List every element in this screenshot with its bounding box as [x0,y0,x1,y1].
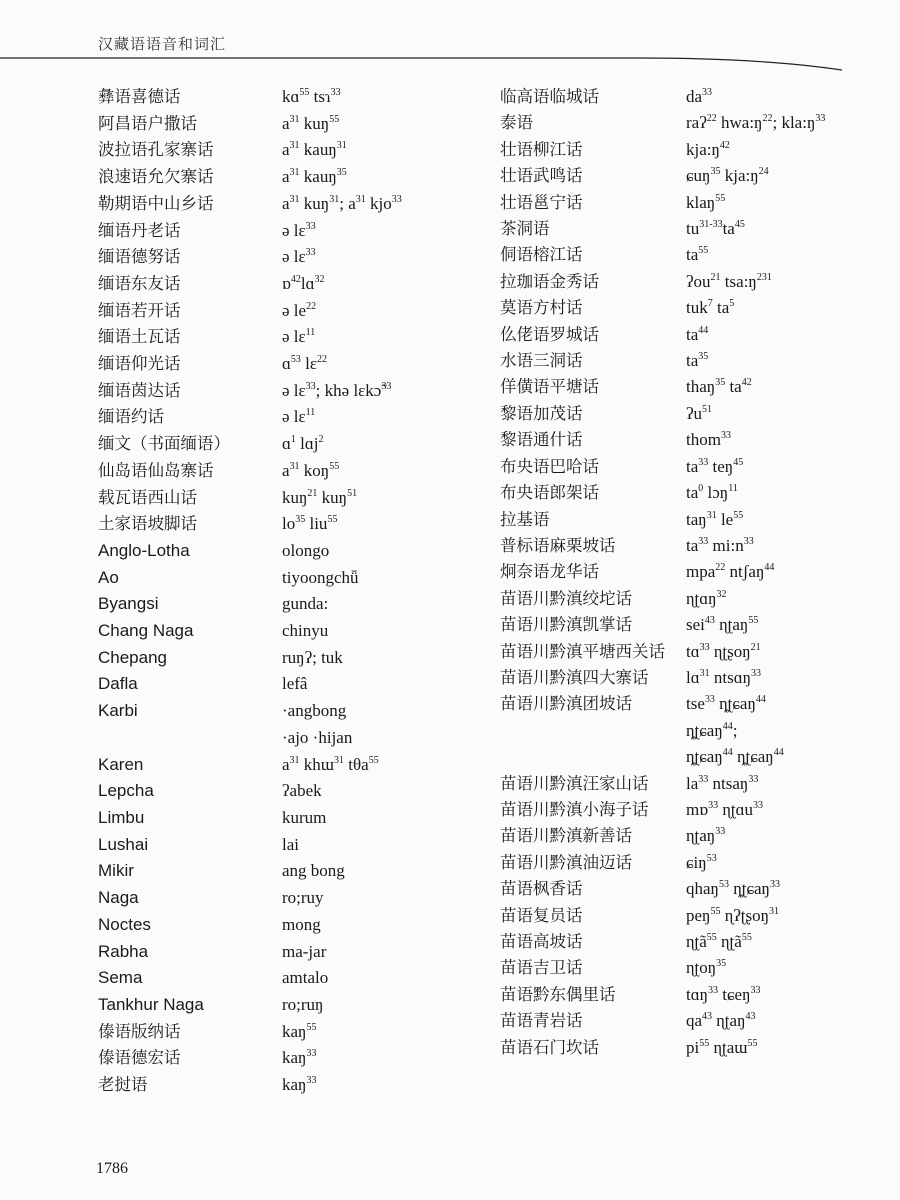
entry-row [500,797,830,823]
entry-row [500,110,830,136]
word-form: ə lɛ$^{11}$ [282,327,316,347]
header-rule [0,50,900,80]
word-form: klaŋ$^{55}$ [686,192,726,212]
language-name: 苗语川黔滇绞坨话 [500,588,632,608]
language-name: 浪速语允欠寨话 [98,167,214,187]
language-name: 莫语方村话 [500,298,583,318]
entry-row [500,322,830,348]
language-name: 茶洞语 [500,219,550,239]
language-name: 苗语川黔滇四大寨话 [500,667,649,687]
language-name: 苗语高坡话 [500,932,583,951]
entry-row [98,164,488,191]
word-form: $tu^{31-33}ta^{45}$ [686,219,745,239]
entry-row [98,137,488,164]
entry-row [98,244,488,271]
language-name: 缅语东友话 [98,273,181,293]
language-name: 壮语柳江话 [500,139,583,159]
word-form: lefâ [282,674,308,694]
language-name: Naga [98,888,139,908]
language-name: 黎语加茂话 [500,403,583,423]
word-form: ang bong [282,861,345,881]
language-name: 土家语坡脚话 [98,514,197,534]
word-form: kaŋ$^{55}$ [282,1021,317,1041]
word-form: kɑ$^{55}$ tsɿ$^{33}$ [282,87,341,106]
entry-row [98,111,488,138]
language-name: Karbi [98,701,138,721]
word-form: tuk$^7$ $ta^5$ [686,298,735,318]
word-form: tiyoongchǖ [282,567,359,587]
word-form: ʔabek [282,781,322,801]
page-number: 1786 [96,1160,128,1177]
language-name: 壮语武鸣话 [500,166,583,186]
language-name: Lepcha [98,781,154,801]
entry-row [500,1035,830,1061]
language-name: 波拉语孔家寨话 [98,140,214,160]
word-form: ruŋʔ; tuk [282,647,343,667]
entry-row [98,1072,488,1099]
entry-row [500,559,830,585]
word-form: ə lɛ$^{33}$; khə lɛkɔ̃$^{33}$ [282,380,392,400]
word-form: thaŋ$^{35}$ $ta^{42}$ [686,377,752,397]
entry-row [98,324,488,351]
entry-row [500,586,830,612]
language-name: 临高语临城话 [500,87,599,106]
entry-row [98,992,488,1019]
word-form: $lo^{35}$ liu$^{55}$ [282,514,338,534]
entry-row [98,298,488,325]
word-form: $a^{31}$ kauŋ$^{31}$ [282,140,347,160]
language-name: 缅语丹老话 [98,220,181,240]
language-name: 炯奈语龙华话 [500,562,599,582]
language-name: 水语三洞话 [500,351,583,371]
language-name: 普标语麻栗坡话 [500,535,616,555]
word-form: $la^{33}$ ntsaŋ$^{33}$ [686,773,759,793]
entry-row [98,378,488,405]
entry-row [500,295,830,321]
word-form: ə lɛ$^{33}$ [282,220,316,240]
word-form: gunda: [282,594,329,614]
entry-row [500,374,830,400]
entry-row [98,218,488,245]
language-name: 仙岛语仙岛寨话 [98,460,214,480]
entry-row [98,351,488,378]
language-name: 缅语仰光话 [98,354,181,374]
word-form: tse$^{33}$ ȵʈɕaŋ$^{44}$ ȵʈɕaŋ$^{44}$; ȵʈɕaŋ$^{44}$ ȵʈɕaŋ$^{44}$ [686,694,784,767]
entry-row [500,216,830,242]
word-form: $da^{33}$ [686,87,713,106]
entry-row [500,190,830,216]
entry-row [98,939,488,966]
entry-row [500,903,830,929]
word-form: ʔu$^{51}$ [686,403,713,423]
entry-row [500,348,830,374]
language-name: 缅语约话 [98,407,164,427]
entry-row [98,565,488,592]
entry-row [500,427,830,453]
word-form: $a^{31}$ kauŋ$^{35}$ [282,167,347,187]
entry-row [500,850,830,876]
language-name: Karen [98,754,144,774]
word-form: ro;ruy [282,888,324,908]
entry-row [500,665,830,691]
entry-row [98,431,488,458]
language-name: 仫佬语罗城话 [500,324,599,344]
language-name: Dafla [98,674,138,694]
language-name: 缅文（书面缅语） [98,434,230,454]
entry-row [500,639,830,665]
word-form: mong [282,914,321,934]
word-form: chinyu [282,621,329,641]
entry-row [98,752,488,779]
word-form: ɕiŋ$^{53}$ [686,852,717,872]
entry-row [98,671,488,698]
entry-row [98,191,488,218]
language-name: 苗语川黔滇小海子话 [500,799,649,819]
entry-row [500,876,830,902]
word-form: $ta^{33}$ $mi:n^{33}$ [686,535,754,555]
word-form: $a^{31}$ kuŋ$^{55}$ [282,113,340,133]
word-form: $a^{31}$ koŋ$^{55}$ [282,460,340,480]
language-name: 苗语黔东偶里话 [500,984,616,1004]
language-name: 苗语川黔滇新善话 [500,826,632,846]
entry-row [98,618,488,645]
word-form: ·angbong ·ajo ·hijan [282,701,353,747]
language-name: 缅语德努话 [98,247,181,267]
word-form: ɳʈaŋ$^{33}$ [686,826,726,846]
entry-row [500,137,830,163]
word-form: $qa^{43}$ ɳʈaŋ$^{43}$ [686,1011,756,1031]
word-form: ɑ$^{53}$ lɛ$^{22}$ [282,354,328,374]
word-form: ro;ruŋ [282,994,324,1014]
word-form: $kja:ŋ^{42}$ [686,139,730,159]
word-form: kaŋ$^{33}$ [282,1075,317,1095]
entry-row [98,84,488,111]
language-name: 苗语枫香话 [500,879,583,899]
language-name: Noctes [98,914,151,934]
language-name: Ao [98,567,119,587]
language-name: Rabha [98,941,149,961]
word-form: $a^{31}$ kuŋ$^{31}$; $a^{31}$ kjo$^{33}$ [282,193,402,213]
entry-row [98,698,488,751]
language-name: Mikir [98,861,134,881]
entry-row [98,485,488,512]
language-name: Byangsi [98,594,159,614]
right-column [500,84,830,1061]
entry-row [500,823,830,849]
language-name: Tankhur Naga [98,994,204,1014]
word-form: kurum [282,807,327,827]
language-name: 侗语榕江话 [500,245,583,265]
entry-row [500,269,830,295]
word-form: $ta^{35}$ [686,351,709,371]
word-form: $pi^{55}$ ɳʈaɯ$^{55}$ [686,1037,758,1057]
word-form: ə lɛ$^{11}$ [282,407,316,427]
language-name: 缅语土瓦话 [98,327,181,347]
word-form: ɳʈã$^{55}$ ɳʈã$^{55}$ [686,932,752,951]
word-form: thom$^{33}$ [686,430,731,450]
word-form: mɒ$^{33}$ ɳʈɑu$^{33}$ [686,799,763,819]
word-form: qhaŋ$^{53}$ ȵʈɕaŋ$^{33}$ [686,879,780,899]
entry-row [500,454,830,480]
word-form: $ta^{44}$ [686,324,709,344]
language-name: 黎语通什话 [500,430,583,450]
language-name: 苗语川黔滇团坡话 [500,694,632,714]
language-name: Chepang [98,647,168,667]
word-form: $ta^{33}$ teŋ$^{45}$ [686,456,744,476]
left-column [98,84,488,1099]
entry-row [98,404,488,431]
entry-row [500,955,830,981]
word-form: sei$^{43}$ ɳʈaŋ$^{55}$ [686,615,759,635]
word-form: lai [282,834,299,854]
word-form: ʔou$^{21}$ $tsa:ŋ^{231}$ [686,271,772,291]
word-form: ə $le^{22}$ [282,300,317,320]
entry-row [98,538,488,565]
language-name: 傣语德宏话 [98,1048,181,1068]
entry-row [98,885,488,912]
word-form: raʔ$^{22}$ $hwa:ŋ^{22}$; $kla:ŋ^{33}$ [686,113,826,133]
entry-row [98,965,488,992]
entry-row [98,858,488,885]
entry-row [500,242,830,268]
word-form: amtalo [282,968,329,988]
language-name: 拉珈语金秀话 [500,271,599,291]
word-form: taŋ$^{31}$ $le^{55}$ [686,509,744,529]
language-name: 彝语喜德话 [98,87,181,106]
entry-row [98,805,488,832]
entry-row [500,982,830,1008]
entry-row [500,401,830,427]
language-name: 佯僙语平塘话 [500,377,599,397]
language-name: 缅语茵达话 [98,380,181,400]
entry-row [98,1045,488,1072]
language-name: 苗语川黔滇油迈话 [500,852,632,872]
language-name: 苗语复员话 [500,905,583,925]
language-name: 拉基语 [500,509,550,529]
word-form: ɳʈoŋ$^{35}$ [686,958,727,978]
word-form: tɑŋ$^{33}$ tɕeŋ$^{33}$ [686,984,761,1004]
language-name: Sema [98,968,143,988]
language-name: 缅语若开话 [98,300,181,320]
word-form: ɕuŋ$^{35}$ $kja:ŋ^{24}$ [686,166,769,186]
entry-row [98,645,488,672]
language-name: 苗语川黔滇平塘西关话 [500,641,665,661]
entry-row [98,912,488,939]
entry-row [500,163,830,189]
word-form: ɒ$^{42}$lɑ$^{32}$ [282,273,325,293]
word-form: $a^{31}$ khɯ$^{31}$ tθa$^{55}$ [282,754,379,774]
word-form: ɑ$^1$ lɑj$^2$ [282,434,324,454]
entry-row [98,271,488,298]
entry-row [98,511,488,538]
entry-row [98,832,488,859]
word-form: lɑ$^{31}$ ntsɑŋ$^{33}$ [686,667,762,687]
word-form: kuŋ$^{21}$ kuŋ$^{51}$ [282,487,358,507]
language-name: Lushai [98,834,149,854]
language-name: 阿昌语户撒话 [98,113,197,133]
entry-row [500,691,830,770]
language-name: Chang Naga [98,621,194,641]
entry-row [500,507,830,533]
entry-row [500,84,830,110]
language-name: 老挝语 [98,1075,148,1095]
language-name: 泰语 [500,113,533,133]
word-form: mpa$^{22}$ ntʃaŋ$^{44}$ [686,562,775,582]
word-form: ma-jar [282,941,327,961]
language-name: 傣语版纳话 [98,1021,181,1041]
entry-row [500,480,830,506]
language-name: 勒期语中山乡话 [98,193,214,213]
language-name: 苗语吉卫话 [500,958,583,978]
entry-row [500,533,830,559]
word-form: $ta^{55}$ [686,245,709,265]
word-form: $ta^0$ lɔŋ$^{11}$ [686,483,738,503]
language-name: 载瓦语西山话 [98,487,197,507]
language-name: 壮语邕宁话 [500,192,583,212]
word-form: tɑ$^{33}$ ɳʈʂoŋ$^{21}$ [686,641,761,661]
entry-row [98,1019,488,1046]
entry-row [500,612,830,638]
language-name: Anglo-Lotha [98,540,190,560]
running-header: 汉藏语语音和词汇 [98,35,227,53]
language-name: 苗语石门坎话 [500,1037,599,1057]
word-form: kaŋ$^{33}$ [282,1048,317,1068]
language-name: Limbu [98,807,145,827]
entry-row [500,929,830,955]
language-name: 苗语川黔滇凯掌话 [500,615,632,635]
entry-row [500,1008,830,1034]
entry-row [500,771,830,797]
word-form: peŋ$^{55}$ ɳʔʈʂoŋ$^{31}$ [686,905,780,925]
word-form: olongo [282,540,330,560]
entry-row [98,591,488,618]
entry-row [98,778,488,805]
language-name: 布央语郎架话 [500,483,599,503]
word-form: ə lɛ$^{33}$ [282,247,316,267]
language-name: 苗语川黔滇汪家山话 [500,773,649,793]
language-name: 苗语青岩话 [500,1011,583,1031]
word-form: ɳʈɑŋ$^{32}$ [686,588,727,608]
language-name: 布央语巴哈话 [500,456,599,476]
entry-row [98,458,488,485]
